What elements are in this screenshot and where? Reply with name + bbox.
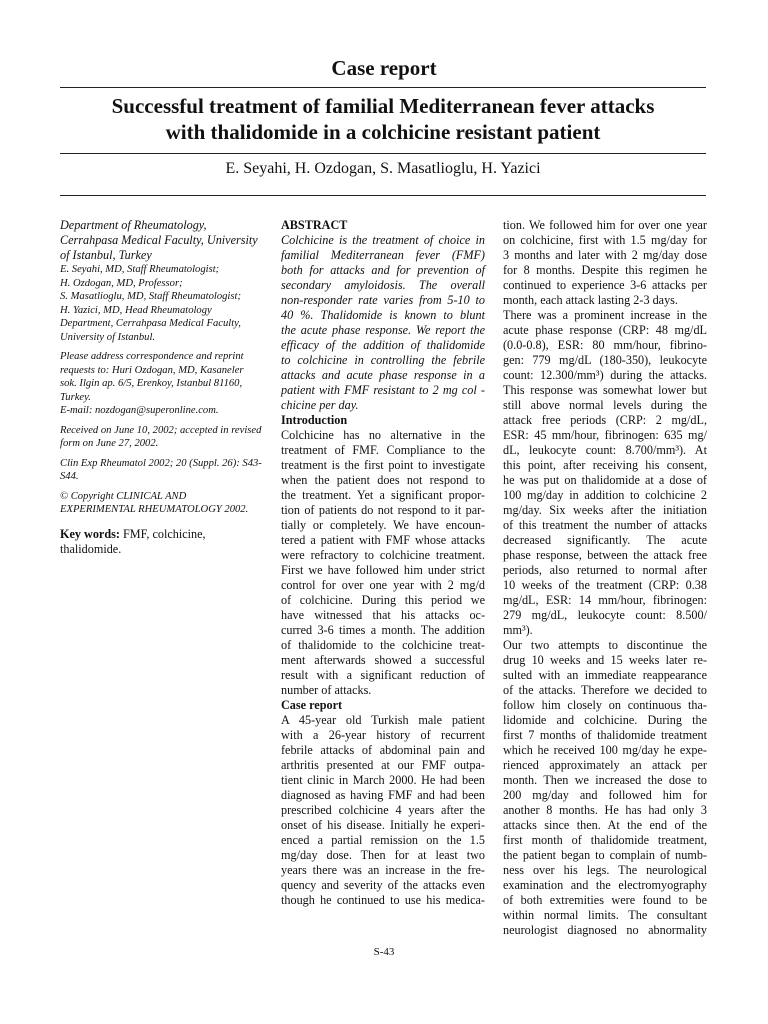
case-report-heading: Case report [281, 698, 343, 712]
body-line: 100 mg/day in addition to colchicine 2 [503, 488, 707, 502]
case-line: with a 26-year history of recurrent [281, 728, 485, 742]
case-line: febrile attacks of abdominal pain and [281, 743, 485, 757]
abstract-line: familial Mediterranean fever (FMF) [281, 248, 485, 262]
abstract-line: Colchicine is the treatment of choice in [281, 233, 485, 247]
abstract-line: efficacy of the addition of thalidomide [281, 338, 485, 352]
case-line: prescribed colchicine 4 years after the [281, 803, 485, 817]
introduction-line: result with a significant reduction of [281, 668, 485, 682]
abstract-line: to colchicine in controlling the febrile [281, 353, 485, 367]
title-rule-top [60, 87, 706, 88]
abstract-line: attacks and acute phase response in a [281, 368, 485, 382]
article-title [60, 93, 706, 145]
case-line: onset of his disease. Initially he experi- [281, 818, 485, 832]
abstract-heading: ABSTRACT [281, 218, 348, 232]
body-line: decreased significantly. The acute [503, 533, 707, 547]
body-line: (0.0-0.8), ESR: 80 mm/hour, fibrino- [503, 338, 707, 352]
body-line: attack free periods (CRP: 2 mg/dL, [503, 413, 707, 427]
abstract-line: 40 %. Thalidomide is known to blunt [281, 308, 485, 322]
affiliation: Department of Rheumatology, Cerrahpasa Medical Faculty, University of Istanbul, Turkey [60, 218, 258, 262]
keywords [60, 527, 262, 557]
case-line: A 45-year old Turkish male patient [281, 713, 485, 727]
body-line: dL, leukocyte count: 8.700/mm³). At [503, 443, 707, 457]
case-line: tient clinic in March 2000. He had been [281, 773, 485, 787]
title-line-2: with thalidomide in a colchicine resistant patient [165, 120, 601, 144]
case-line: diagnosed as having FMF and had been [281, 788, 485, 802]
body-line: mm³). [503, 623, 533, 637]
abstract-line: non-responder rate varies from 5-10 to [281, 293, 485, 307]
introduction-line: tion of patients do not respond to it par- [281, 503, 485, 517]
correspondence [60, 350, 262, 418]
introduction-line: tially or completely. We have encoun- [281, 518, 485, 532]
body-line: month. Then we increased the dose to [503, 773, 707, 787]
body-line: There was a prominent increase in the [503, 308, 707, 322]
body-line: within normal limits. The consultant [503, 908, 707, 922]
introduction-line: have witnessed that his attacks oc- [281, 608, 485, 622]
body-line: the patient began to complain of numb- [503, 848, 707, 862]
introduction-heading: Introduction [281, 413, 348, 427]
abstract-line: both for attacks and for prevention of [281, 263, 485, 277]
body-line: examination and the electromyography [503, 878, 707, 892]
author-list: E. Seyahi, H. Ozdogan, S. Masatlioglu, H. Yazici [225, 160, 541, 177]
body-line: he was put on thalidomide at a dose of [503, 473, 707, 487]
body-line: of both extremities were found to be [503, 893, 707, 907]
body-line: attacks since then. At the end of the [503, 818, 707, 832]
introduction-line: tered a patient with FMF whose attacks [281, 533, 485, 547]
case-line: years there was an increase in the fre- [281, 863, 485, 877]
introduction-text [281, 428, 485, 698]
body-line: ESR: 45 mm/hour, fibrinogen: 635 mg/ [503, 428, 707, 442]
introduction-line: control for over one year with 2 mg/d [281, 578, 485, 592]
abstract-line: chicine per day. [281, 398, 359, 412]
body-line: neurologist diagnosed no abnormality [503, 923, 707, 937]
introduction-line: the treatment. Yet a significant propor- [281, 488, 485, 502]
correspondence-email: E-mail: nozdogan@superonline.com. [60, 405, 219, 416]
title-line-1: Successful treatment of familial Mediterranean fever attacks [111, 94, 655, 118]
body-line: acute phase response (CRP: 48 mg/dL [503, 323, 707, 337]
right-column [503, 218, 707, 938]
author-detail-line: H. Ozdogan, MD, Professor; [60, 277, 183, 289]
title-rule-bottom [60, 195, 706, 196]
introduction-line: Colchicine has no alternative in the [281, 428, 485, 442]
body-line: lidomide and colchicine. During the [503, 713, 707, 727]
case-line: though he continued to use his medica- [281, 893, 485, 907]
body-line: mg/day. Six weeks after the initiation [503, 503, 707, 517]
body-line: 3 months and later with 2 mg/day dose [503, 248, 707, 262]
body-line: first month of thalidomide treatment, [503, 833, 707, 847]
introduction-line: of colchicine. During this period we [281, 593, 485, 607]
received-dates: Received on June 10, 2002; accepted in revised form on June 27, 2002. [60, 424, 262, 449]
case-report-text [281, 713, 485, 908]
body-line: still above normal levels during the [503, 398, 707, 412]
abstract-line: patient with FMF resistant to 2 mg col - [281, 383, 485, 397]
body-line: gen: 779 mg/dL (180-350), leukocyte [503, 353, 707, 367]
page-number: S-43 [373, 946, 395, 958]
body-line: another 8 months. He has had only 3 [503, 803, 707, 817]
article-type: Case report [331, 56, 437, 80]
case-line: quency and severity of the attacks even [281, 878, 485, 892]
middle-column [281, 218, 485, 908]
introduction-line: were refractory to colchicine treatment. [281, 548, 485, 562]
abstract-text [281, 233, 485, 413]
left-column [60, 218, 262, 557]
body-line: mg/dL, ESR: 14 mm/hour, fibrinogen: [503, 593, 707, 607]
introduction-line: treatment of FMF. Compliance to the [281, 443, 485, 457]
introduction-line: First we have followed him under strict [281, 563, 485, 577]
body-line: drug 10 weeks and 15 weeks later re- [503, 653, 707, 667]
introduction-line: number of attacks. [281, 683, 372, 697]
body-line: 10 weeks of the treatment (CRP: 0.38 [503, 578, 707, 592]
body-line: phase response, between the attack free [503, 548, 707, 562]
keywords-label: Key words: [60, 526, 120, 541]
body-line: 200 mg/day and followed him for [503, 788, 707, 802]
body-line: tion. We followed him for over one year [503, 218, 707, 232]
author-detail-line: H. Yazici, MD, Head Rheumatology Department, Cerrahpasa Medical Faculty, University of Istanbul. [60, 304, 241, 343]
body-line: first 7 months of thalidomide treatment [503, 728, 707, 742]
body-line: count: 12.300/mm³) during the attacks. [503, 368, 707, 382]
body-line: rienced approximately an attack per [503, 758, 707, 772]
author-details [60, 263, 262, 344]
body-line: Our two attempts to discontinue the [503, 638, 707, 652]
case-line: enced a partial remission on the 1.5 [281, 833, 485, 847]
introduction-line: of thalidomide to the colchicine treat- [281, 638, 485, 652]
body-line: This response was somewhat lower but [503, 383, 707, 397]
title-rule-middle [60, 153, 706, 154]
body-line: of this treatment the number of attacks [503, 518, 707, 532]
introduction-line: treatment is the first point to investigate [281, 458, 485, 472]
body-line: this point, after receiving his consent, [503, 458, 707, 472]
body-line: month, each attack lasting 2-3 days. [503, 293, 678, 307]
body-line: which he received 100 mg/day he expe- [503, 743, 707, 757]
copyright: © Copyright CLINICAL AND EXPERIMENTAL RHEUMATOLOGY 2002. [60, 490, 249, 515]
body-line: for 8 months. Despite this regimen he [503, 263, 707, 277]
body-line: sulted with an immediate reappearance [503, 668, 707, 682]
keywords-list: FMF, colchicine, thalidomide. [60, 526, 206, 556]
abstract-line: the acute phase response. We report the [281, 323, 485, 337]
body-line: of the attacks. Therefore we decided to [503, 683, 707, 697]
case-line: mg/day dose. Then for at least two [281, 848, 485, 862]
author-detail-line: S. Masatlioglu, MD, Staff Rheumatologist; [60, 291, 241, 302]
body-line: continued to experience 3-6 attacks per [503, 278, 707, 292]
introduction-line: ment afterwards showed a successful [281, 653, 485, 667]
case-line: arthritis presented at our FMF outpa- [281, 758, 485, 772]
author-detail-line: E. Seyahi, MD, Staff Rheumatologist; [60, 264, 220, 275]
abstract-line: secondary amyloidosis. The overall [281, 278, 485, 292]
body-line: periods, also returned to normal after [503, 563, 707, 577]
introduction-line: when the patient does not respond to [281, 473, 485, 487]
introduction-line: curred 3-6 times a month. The addition [281, 623, 485, 637]
citation: Clin Exp Rheumatol 2002; 20 (Suppl. 26): S43-S44. [60, 457, 262, 482]
correspondence-address: Please address correspondence and reprint requests to: Huri Ozdogan, MD, Kasaneler sok. Ilgin ap. 6/5, Erenkoy, Istanbul 81160, Turkey. [60, 351, 244, 403]
body-line: ness over his legs. The neurological [503, 863, 707, 877]
body-line: 279 mg/dL, leukocyte count: 8.500/ [503, 608, 707, 622]
body-line: on colchicine, first with 1.5 mg/day for [503, 233, 707, 247]
body-line: follow him closely on continuous tha- [503, 698, 707, 712]
